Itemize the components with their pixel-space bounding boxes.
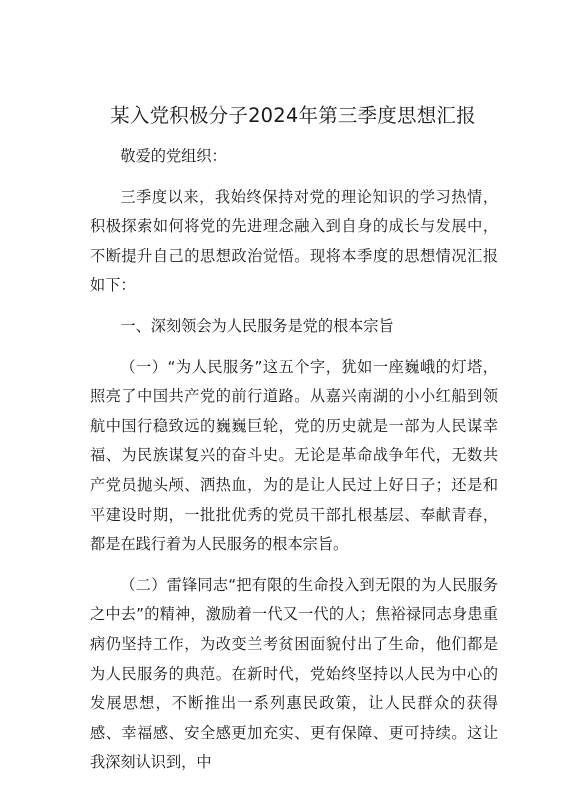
salutation: 敬爱的党组织： — [120, 147, 227, 165]
paragraph-two: （二）雷锋同志“把有限的生命投入到无限的为人民服务之中去”的精神，激励着一代又一代的人；焦裕禄同志身患重病仍坚持工作，为改变兰考贫困面貌付出了生命，他们都是为人民服务的典范。在新时代，党始终坚持以人民为中心的发展思想，不断推出一系列惠民政策，让人民群众的获得感、幸福感、安全感更加充实、更有保障、更可持续。这让我深刻认识到，中 — [90, 575, 498, 772]
document-title: 某入党积极分子2024年第三季度思想汇报 — [110, 104, 476, 127]
section-heading: 一、深刻领会为人民服务是党的根本宗旨 — [120, 316, 394, 335]
document-body — [90, 142, 498, 789]
paragraph-one: （一）“为人民服务”这五个字，犹如一座巍峨的灯塔，照亮了中国共产党的前行道路。从嘉兴南湖的小小红船到领航中国行稳致远的巍巍巨轮，党的历史就是一部为人民谋幸福、为民族谋复兴的奋斗史。无论是革命战争年代，无数共产党员抛头颅、洒热血，为的是让人民过上好日子；还是和平建设时期，一批批优秀的党员干部扎根基层、奉献青春，都是在践行着为人民服务的根本宗旨。 — [90, 357, 498, 554]
intro-paragraph: 三季度以来，我始终保持对党的理论知识的学习热情，积极探索如何将党的先进理念融入到自身的成长与发展中，不断提升自己的思想政治觉悟。现将本季度的思想情况汇报如下： — [90, 187, 498, 295]
